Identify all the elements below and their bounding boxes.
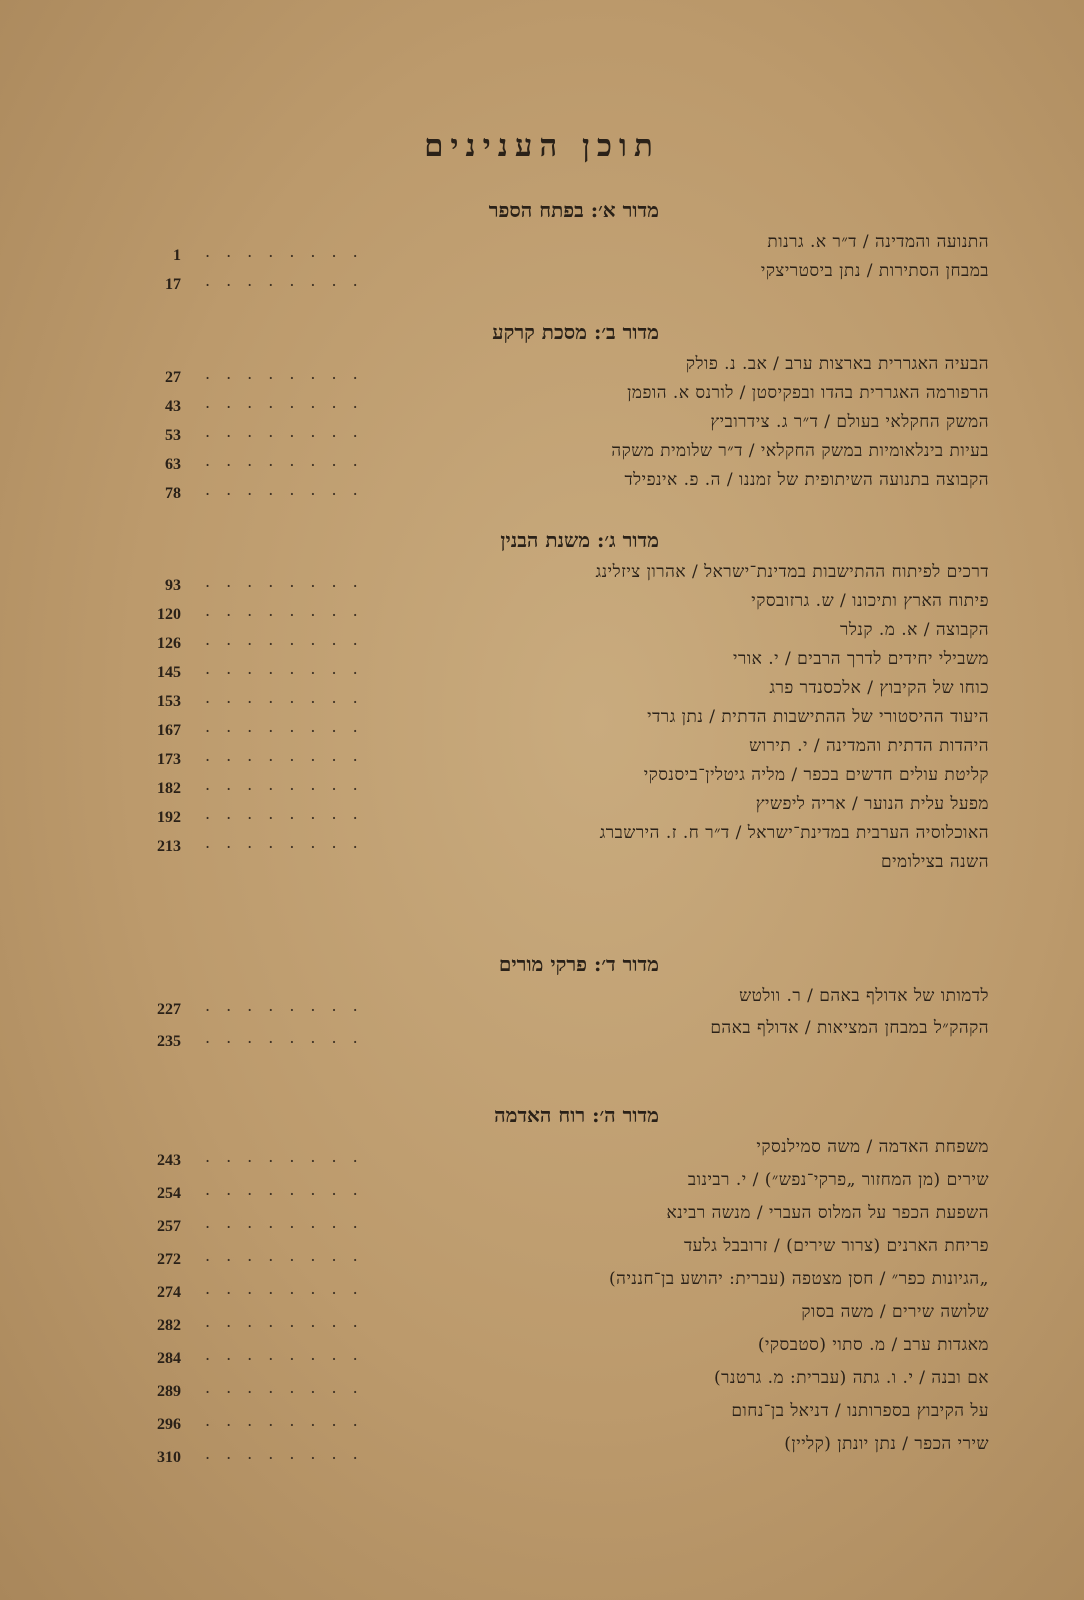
dot-leader: ........ xyxy=(205,1213,374,1232)
dot-leader: ........ xyxy=(205,1378,374,1397)
toc-entry xyxy=(109,1135,989,1168)
dot-leader: ........ xyxy=(205,833,374,852)
entry-page: 43 xyxy=(165,398,181,415)
entry-page: 153 xyxy=(157,693,181,710)
entry-title: השפעת הכפר על המלוס העברי / מנשה רבינא xyxy=(666,1203,989,1223)
toc-entry xyxy=(109,705,989,739)
entry-title: משבילי יחידים לדרך הרבים / י. אורי xyxy=(733,649,989,669)
toc-entry xyxy=(109,259,989,293)
section-d xyxy=(109,944,989,1048)
dot-leader: ........ xyxy=(205,451,374,470)
section-heading: מדור ב׳: מסכת קרקע xyxy=(492,320,659,344)
entry-page: 282 xyxy=(157,1317,181,1334)
entry-title: הבעיה האגררית בארצות ערב / אב. נ. פולק xyxy=(685,354,989,374)
section-heading: מדור ה׳: רוח האדמה xyxy=(494,1103,659,1127)
toc-entry xyxy=(109,1300,989,1333)
dot-leader: ........ xyxy=(205,746,374,765)
entry-page: 126 xyxy=(157,635,181,652)
entry-title: הקבוצה / א. מ. קנלר xyxy=(840,620,989,640)
toc-entry xyxy=(109,734,989,768)
dot-leader: ........ xyxy=(205,364,374,383)
toc-entry xyxy=(109,676,989,710)
entry-title: פריחת הארנים (צרור שירים) / זרובבל גלעד xyxy=(684,1236,989,1256)
entry-title: משפחת האדמה / משה סמילנסקי xyxy=(756,1137,989,1157)
entry-title: פיתוח הארץ ותיכונו / ש. גרזובסקי xyxy=(751,591,989,611)
entry-title: על הקיבוץ בספרותנו / דניאל בן־נחום xyxy=(731,1401,989,1421)
entry-page: 182 xyxy=(157,780,181,797)
entry-title: היעוד ההיסטורי של ההתישבות הדתית / נתן גרדי xyxy=(647,707,989,727)
entry-title: הקהק״ל במבחן המציאות / אדולף באהם xyxy=(710,1018,989,1038)
toc-entry xyxy=(109,850,989,879)
entry-title: לדמותו של אדולף באהם / ר. וולטש xyxy=(739,986,989,1006)
toc-entry xyxy=(109,1234,989,1267)
dot-leader: ........ xyxy=(205,572,374,591)
entry-title: המשק החקלאי בעולם / ד״ר ג. צידרוביץ xyxy=(710,412,989,432)
entry-title: דרכים לפיתוח ההתישבות במדינת־ישראל / אהרון ציזלינג xyxy=(595,562,989,582)
toc-entry xyxy=(109,381,989,415)
entry-title: שירי הכפר / נתן יונתן (קליין) xyxy=(784,1434,989,1454)
toc-entry xyxy=(109,439,989,473)
dot-leader: ........ xyxy=(205,804,374,823)
entry-page: 284 xyxy=(157,1350,181,1367)
entry-title: קליטת עולים חדשים בכפר / מליה גיטלין־ביסנסקי xyxy=(643,765,989,785)
toc-entry xyxy=(109,230,989,264)
dot-leader: ........ xyxy=(205,393,374,412)
entry-page: 289 xyxy=(157,1383,181,1400)
toc-entry xyxy=(109,1432,989,1465)
entry-page: 53 xyxy=(165,427,181,444)
dot-leader: ........ xyxy=(205,480,374,499)
entry-page: 145 xyxy=(157,664,181,681)
dot-leader: ........ xyxy=(205,717,374,736)
dot-leader: ........ xyxy=(205,1028,374,1047)
toc-entry xyxy=(109,1366,989,1399)
dot-leader: ........ xyxy=(205,1312,374,1331)
toc-entry xyxy=(109,560,989,594)
dot-leader: ........ xyxy=(205,271,374,290)
dot-leader: ........ xyxy=(205,688,374,707)
entry-page: 17 xyxy=(165,276,181,293)
entry-page: 254 xyxy=(157,1185,181,1202)
entry-page: 93 xyxy=(165,577,181,594)
section-b xyxy=(109,312,989,502)
entry-page: 243 xyxy=(157,1152,181,1169)
toc-entry xyxy=(109,1333,989,1366)
entry-page: 257 xyxy=(157,1218,181,1235)
entry-title: הקבוצה בתנועה השיתופית של זמננו / ה. פ. אינפילד xyxy=(624,470,989,490)
toc-entry xyxy=(109,410,989,444)
dot-leader: ........ xyxy=(205,659,374,678)
dot-leader: ........ xyxy=(205,601,374,620)
dot-leader: ........ xyxy=(205,242,374,261)
entry-page: 173 xyxy=(157,751,181,768)
toc-entry xyxy=(109,352,989,386)
entry-page: 1 xyxy=(173,247,181,264)
entry-title: במבחן הסתירות / נתן ביסטריצקי xyxy=(760,261,989,281)
entry-title: האוכלוסיה הערבית במדינת־ישראל / ד״ר ח. ז. הירשברג xyxy=(599,823,989,843)
dot-leader: ........ xyxy=(205,1411,374,1430)
toc-entry xyxy=(109,821,989,855)
toc-entry xyxy=(109,792,989,826)
section-e xyxy=(109,1095,989,1465)
toc-entry xyxy=(109,1267,989,1300)
toc-entry xyxy=(109,1168,989,1201)
section-heading: מדור ד׳: פרקי מורים xyxy=(498,952,659,976)
entry-title: מפעל עלית הנוער / אריה ליפשיץ xyxy=(755,794,989,814)
section-heading: מדור ג׳: משנת הבנין xyxy=(500,528,659,552)
section-heading: מדור א׳: בפתח הספר xyxy=(488,198,659,222)
entry-page: 227 xyxy=(157,1001,181,1018)
dot-leader: ........ xyxy=(205,1444,374,1463)
dot-leader: ........ xyxy=(205,996,374,1015)
entry-page: 78 xyxy=(165,485,181,502)
entry-title: השנה בצילומים xyxy=(880,852,989,872)
entry-page: 235 xyxy=(157,1033,181,1050)
entry-page: 274 xyxy=(157,1284,181,1301)
dot-leader: ........ xyxy=(205,1147,374,1166)
entry-page: 167 xyxy=(157,722,181,739)
entry-title: התנועה והמדינה / ד״ר א. גרנות xyxy=(767,232,989,252)
entry-page: 272 xyxy=(157,1251,181,1268)
entry-page: 310 xyxy=(157,1449,181,1466)
entry-page: 213 xyxy=(157,838,181,855)
dot-leader: ........ xyxy=(205,1279,374,1298)
section-c xyxy=(109,520,989,879)
toc-entry xyxy=(109,618,989,652)
toc-entry xyxy=(109,763,989,797)
page-title: תוכן הענינים xyxy=(424,128,660,164)
toc-entry xyxy=(109,1016,989,1048)
entry-title: אם ובנה / י. ו. גתה (עברית: מ. גרטנר) xyxy=(713,1368,989,1388)
entry-title: „הגיונות כפר״ / חסן מצטפה (עברית: יהושע בן־חנניה) xyxy=(609,1269,989,1289)
toc-entry xyxy=(109,984,989,1016)
toc-entry xyxy=(109,468,989,502)
dot-leader: ........ xyxy=(205,422,374,441)
dot-leader: ........ xyxy=(205,1180,374,1199)
entry-page: 27 xyxy=(165,369,181,386)
entry-title: מאגדות ערב / מ. סתוי (סטבסקי) xyxy=(757,1335,989,1355)
dot-leader: ........ xyxy=(205,630,374,649)
entry-page: 120 xyxy=(157,606,181,623)
entry-title: בעיות בינלאומיות במשק החקלאי / ד״ר שלומית משקה xyxy=(611,441,989,461)
dot-leader: ........ xyxy=(205,1345,374,1364)
entry-page: 192 xyxy=(157,809,181,826)
toc-entry xyxy=(109,1399,989,1432)
toc-entry xyxy=(109,1201,989,1234)
entry-title: שלושה שירים / משה בסוק xyxy=(801,1302,989,1322)
entry-page: 296 xyxy=(157,1416,181,1433)
entry-title: היהדות הדתית והמדינה / י. תירוש xyxy=(749,736,989,756)
entry-title: כוחו של הקיבוץ / אלכסנדר פרג xyxy=(769,678,989,698)
dot-leader: ........ xyxy=(205,775,374,794)
dot-leader: ........ xyxy=(205,1246,374,1265)
entry-title: הרפורמה האגררית בהדו ובפקיסטן / לורנס א. הופמן xyxy=(627,383,989,403)
toc-entry xyxy=(109,647,989,681)
entry-title: שירים (מן המחזור „פרקי־נפש״) / י. רבינוב xyxy=(687,1170,989,1190)
entry-page: 63 xyxy=(165,456,181,473)
section-a xyxy=(109,190,989,293)
toc-entry xyxy=(109,589,989,623)
